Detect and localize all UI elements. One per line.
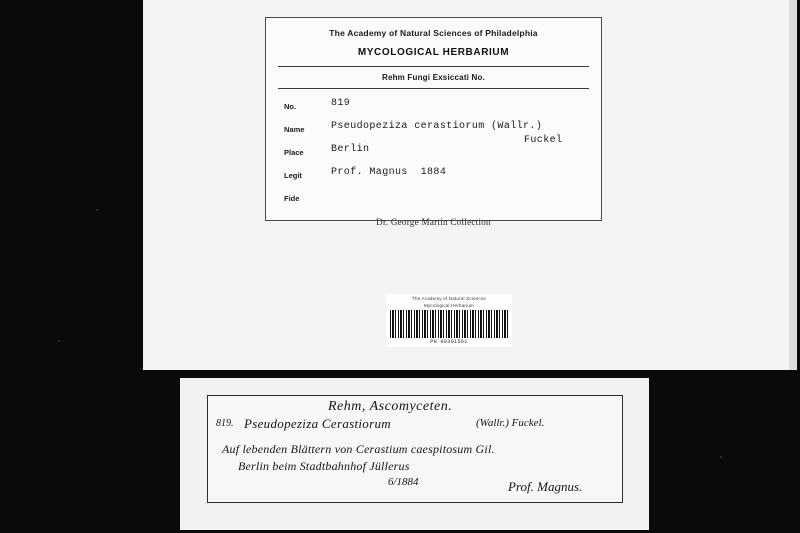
field-key-name: Name [284, 125, 305, 134]
packet-host-line: Auf lebenden Blättern von Cerastium caespitosum Gil. [222, 442, 495, 456]
dust-speck [96, 209, 98, 211]
packet-date: 6/1884 [388, 476, 419, 488]
packet-number: 819. [216, 418, 234, 429]
barcode-number: PH 00301561 [430, 339, 468, 345]
field-row [276, 96, 591, 119]
field-value-place: Berlin [331, 144, 370, 155]
field-row [276, 188, 591, 211]
label-fields [276, 96, 591, 211]
handwritten-packet-label [207, 395, 623, 503]
series-title: Rehm Fungi Exsiccati No. [381, 73, 486, 82]
label-divider-bottom [278, 88, 589, 89]
packet-authority: (Wallr.) Fuckel. [476, 417, 545, 429]
field-value-name-continuation: Fuckel [524, 135, 563, 146]
packet-taxon-name: Pseudopeziza Cerastiorum [244, 416, 391, 431]
institution-name: The Academy of Natural Sciences of Philadelphia [329, 28, 538, 38]
field-row [276, 119, 591, 146]
field-row [276, 142, 591, 165]
barcode-caption-line1: The Academy of Natural Sciences [412, 296, 486, 301]
herbarium-name: MYCOLOGICAL HERBARIUM [357, 47, 510, 58]
collection-credit: Dr. George Martin Collection [376, 217, 491, 227]
packet-collector: Prof. Magnus. [508, 479, 583, 494]
field-row [276, 165, 591, 188]
barcode-caption-line2: Mycological Herbarium [424, 303, 474, 308]
field-key-legit: Legit [284, 171, 302, 180]
barcode-bars [390, 310, 508, 338]
dust-speck [720, 456, 722, 458]
field-value-no: 819 [331, 98, 351, 109]
packet-title: Rehm, Ascomyceten. [328, 399, 453, 414]
barcode-block [386, 294, 512, 347]
packet-locality-line: Berlin beim Stadtbahnhof Jüllerus [238, 459, 410, 473]
field-key-no: No. [284, 102, 297, 111]
field-value-legit: Prof. Magnus 1884 [331, 167, 447, 178]
main-typed-label [265, 17, 602, 227]
label-divider-top [278, 66, 589, 67]
field-key-place: Place [284, 148, 304, 157]
dust-speck [58, 340, 60, 342]
field-key-fide: Fide [284, 194, 300, 203]
sheet-right-edge [789, 0, 797, 370]
field-value-name: Pseudopeziza cerastiorum (Wallr.) [331, 121, 543, 132]
